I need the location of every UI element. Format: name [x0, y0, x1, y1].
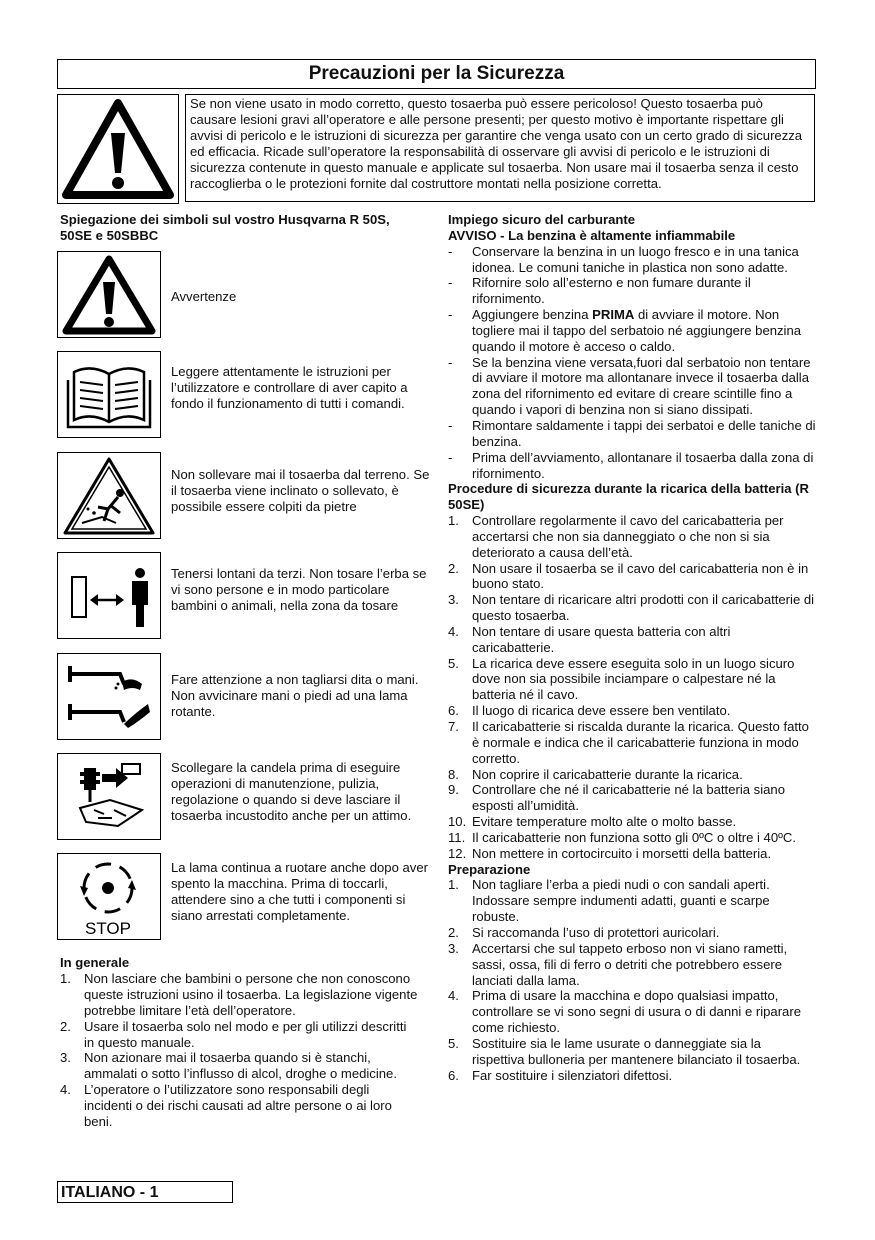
symbol-text: La lama continua a ruotare anche dopo aver spento la macchina. Prima di toccarli, attendere sino a che tutti i componenti si siano arrestati completamente. — [171, 860, 428, 923]
fuel-list — [448, 244, 816, 482]
symbol-text: Scollegare la candela prima di eseguire operazioni di manutenzione, pulizia, regolazione o quando si deve lasciare il tosaerba incustodito anche per un attimo. — [171, 760, 412, 823]
list-item-marker: 3. — [448, 940, 459, 956]
list-item — [448, 846, 816, 862]
list-item — [448, 624, 816, 656]
list-item-text: Controllare che né il caricabatterie né la batteria siano esposti all’umidità. — [472, 782, 785, 814]
list-item-text: La ricarica deve essere eseguita solo in un luogo sicuro dove non sia possibile inciampare o calpestare né la batteria né il cavo. — [472, 655, 795, 703]
symbol-text: Leggere attentamente le istruzioni per l’utilizzatore e controllare di aver capito a fondo il funzionamento di tutti i comandi. — [171, 364, 408, 411]
right-column — [448, 212, 816, 1083]
list-item-text: Non mettere in cortocircuito i morsetti della batteria. — [472, 845, 772, 861]
list-item-text: Evitare temperature molto alte o molto basse. — [472, 814, 737, 830]
list-item — [448, 1036, 816, 1068]
list-item — [60, 1050, 420, 1082]
list-item-text: Controllare regolarmente il cavo del caricabatteria per accertarsi che non sia danneggiato o che non si sia deteriorato a causa dell’età. — [472, 513, 784, 560]
list-item-text: L’operatore o l’utilizzatore sono responsabili degli incidenti o dei rischi causati ad altre persone o ai loro beni. — [84, 1082, 392, 1130]
symbol-text: Avvertenze — [171, 289, 237, 304]
list-item-text: Rimontare saldamente i tappi dei serbatoi e delle taniche di benzina. — [472, 417, 816, 449]
blade-cut-hazard-icon — [58, 654, 160, 739]
list-item-text: Il luogo di ricarica deve essere ben ventilato. — [472, 703, 731, 719]
list-item-text: Si raccomanda l’uso di protettori auricolari. — [472, 924, 720, 940]
list-item-marker: 6. — [448, 703, 459, 719]
in-generale-heading: In generale — [60, 955, 130, 970]
list-item-text: Non tagliare l’erba a piedi nudi o con sandali aperti. Indossare sempre indumenti adatti, guanti e scarpe robuste. — [472, 877, 770, 925]
battery-list — [448, 513, 816, 862]
list-item-marker: 4. — [448, 988, 459, 1004]
symbol-box — [57, 452, 161, 539]
list-item-marker: - — [448, 417, 453, 433]
symbol-text: Fare attenzione a non tagliarsi dita o mani. Non avvicinare mani o piedi ad una lama rotante. — [171, 672, 419, 719]
list-item-marker: - — [448, 354, 453, 370]
fuel-subheading: AVVISO - La benzina è altamente infiammabile — [448, 227, 736, 243]
page-footer: ITALIANO - 1 — [57, 1181, 233, 1203]
list-item — [448, 767, 816, 783]
list-item-marker: 8. — [448, 766, 459, 782]
list-item-marker: 2. — [448, 560, 459, 576]
list-item-text: Usare il tosaerba solo nel modo e per gli utilizzi descritti in questo manuale. — [84, 1018, 407, 1050]
list-item-text: Rifornire solo all’esterno e non fumare durante il rifornimento. — [472, 275, 751, 307]
list-item — [60, 971, 420, 1019]
list-item-text: Non tentare di usare questa batteria con altri caricabatterie. — [472, 623, 731, 655]
list-item — [448, 830, 816, 846]
list-item-marker: 7. — [448, 719, 459, 734]
list-item — [448, 782, 816, 814]
list-item — [448, 244, 816, 276]
list-item — [448, 307, 816, 355]
list-item — [448, 703, 816, 719]
left-column — [60, 212, 435, 1130]
list-item-marker: 1. — [448, 877, 459, 893]
list-item-text: Prima di usare la macchina e dopo qualsiasi impatto, controllare se vi sono segni di usura o di danni e riparare come richiesto. — [472, 988, 801, 1036]
warning-triangle-icon — [58, 252, 160, 337]
list-item-marker: 1. — [448, 513, 459, 529]
symbol-box — [57, 351, 161, 438]
stop-label: STOP — [85, 919, 131, 938]
keep-distance-icon — [58, 553, 160, 638]
list-item-text: Far sostituire i silenziatori difettosi. — [472, 1067, 673, 1083]
preparation-heading: Preparazione — [448, 861, 531, 877]
list-item-text: di avviare il motore. Non togliere mai il tappo del serbatoio né aggiungere benzina quando il motore è acceso o caldo. — [472, 307, 802, 354]
list-item — [448, 877, 816, 925]
list-item-text: Non lasciare che bambini o persone che non conoscono queste istruzioni usino il tosaerba. La legislazione vigente potrebbe limitare l’età dell’operatore. — [84, 970, 418, 1018]
list-item — [448, 561, 816, 593]
list-item-text: Il caricabatterie si riscalda durante la ricarica. Questo fatto è normale e indica che il caricabatterie funziona in modo corretto. — [472, 719, 809, 766]
list-item-marker: 2. — [60, 1018, 71, 1034]
thrown-object-warning-icon — [58, 453, 160, 538]
list-item-marker: - — [448, 307, 453, 323]
warning-triangle-icon — [58, 95, 178, 203]
list-item-marker: 4. — [448, 623, 459, 639]
intro-text: Se non viene usato in modo corretto, questo tosaerba può essere pericoloso! Questo tosaerba può causare lesioni gravi all’operatore e alle persone presenti; per questo motivo è importante rispettare gli avvisi di pericolo e le istruzioni di sicurezza per garantire che venga usato con un certo grado di sicurezza ed efficacia. Ricade sull’operatore la responsabilità di osservare gli avvisi di pericolo e le istruzioni di sicurezza contenute in questo manuale e applicate sul tosaerba. Non usare mai il tosaerba senza il cesto raccoglierba o le protezioni fornite dal costruttore montati nella posizione corretta. — [185, 94, 815, 202]
list-item — [448, 513, 816, 561]
list-item-marker: 4. — [60, 1082, 71, 1098]
page-title: Precauzioni per la Sicurezza — [57, 59, 816, 89]
symbols-heading: Spiegazione dei simboli sul vostro Husqvarna R 50S, 50SE e 50SBBC — [60, 212, 390, 243]
list-item — [448, 941, 816, 989]
preparation-list — [448, 877, 816, 1083]
intro-warning-box — [57, 94, 179, 204]
list-item-marker: - — [448, 243, 453, 259]
list-item — [448, 355, 816, 418]
list-item-marker: 3. — [60, 1050, 71, 1066]
list-item-text: Se la benzina viene versata,fuori dal serbatoio non tentare di avviare il motore ma allontanare invece il tosaerba dalla zona del rifornimento ed evitare di creare scintille fino a quando i vapori di benzina non si siano dissipati. — [472, 354, 811, 418]
list-item-marker: 5. — [448, 1035, 459, 1051]
list-item-marker: 1. — [60, 970, 71, 986]
list-item-text: Non tentare di ricaricare altri prodotti con il caricabatterie di questo tosaerba. — [472, 592, 815, 624]
list-item — [448, 1068, 816, 1084]
fuel-heading: Impiego sicuro del carburante — [448, 212, 635, 227]
list-item — [448, 592, 816, 624]
disconnect-spark-plug-icon — [58, 754, 160, 839]
symbol-box — [57, 753, 161, 840]
list-item-marker: - — [448, 449, 453, 465]
list-item-text: Aggiungere benzina — [472, 307, 593, 323]
symbol-box — [57, 853, 161, 940]
list-item-marker: 10. — [448, 814, 467, 830]
list-item-marker: 6. — [448, 1067, 459, 1083]
list-item-marker: 9. — [448, 782, 459, 798]
list-item-marker: 2. — [448, 924, 459, 940]
list-item — [448, 418, 816, 450]
list-item — [60, 1019, 420, 1051]
list-item-text: Sostituire sia le lame usurate o danneggiate sia la rispettiva bulloneria per mantenere bilanciato il tosaerba. — [472, 1035, 801, 1067]
list-item-text: Accertarsi che sul tappeto erboso non vi siano rametti, sassi, ossa, fili di ferro o detriti che potrebbero essere lanciati dalla lama. — [472, 940, 788, 988]
symbol-text: Tenersi lontani da terzi. Non tosare l’erba se vi sono persone e in modo particolare bambini o animali, nella zona da tosare — [171, 566, 427, 613]
blade-rotation-stop-icon — [58, 854, 160, 939]
list-item-marker: 12. — [448, 845, 467, 861]
list-item-marker: 3. — [448, 592, 459, 608]
list-item — [448, 719, 816, 767]
list-item — [60, 1082, 420, 1130]
list-item — [448, 275, 816, 307]
list-item-text: Prima dell’avviamento, allontanare il tosaerba dalla zona di rifornimento. — [472, 449, 814, 481]
list-item-emphasis: PRIMA — [592, 307, 635, 323]
battery-heading: Procedure di sicurezza durante la ricarica della batteria (R 50SE) — [448, 481, 809, 513]
in-generale-section — [60, 955, 420, 1130]
symbol-box — [57, 251, 161, 338]
symbol-box — [57, 552, 161, 639]
list-item-text: Non usare il tosaerba se il cavo del caricabatteria non è in buono stato. — [472, 560, 809, 592]
list-item-marker: 5. — [448, 655, 459, 671]
list-item — [448, 814, 816, 830]
symbol-box — [57, 653, 161, 740]
list-item-text: Conservare la benzina in un luogo fresco e in una tanica idonea. Le comuni taniche in plastica non sono adatte. — [472, 243, 799, 275]
in-generale-list — [60, 971, 420, 1130]
list-item-text: Il caricabatterie non funziona sotto gli 0ºC o oltre i 40ºC. — [472, 829, 796, 845]
list-item-marker: - — [448, 275, 453, 291]
symbol-text: Non sollevare mai il tosaerba dal terreno. Se il tosaerba viene inclinato o sollevato, è possibile essere colpiti da pietre — [171, 467, 430, 514]
list-item-text: Non coprire il caricabatterie durante la ricarica. — [472, 766, 743, 782]
list-item-marker: 11. — [448, 829, 466, 845]
list-item — [448, 656, 816, 704]
open-manual-icon — [58, 352, 160, 437]
list-item-text: Non azionare mai il tosaerba quando si è stanchi, ammalati o sotto l’influsso di alcol, droghe o medicine. — [84, 1050, 397, 1082]
list-item — [448, 925, 816, 941]
list-item — [448, 988, 816, 1036]
list-item — [448, 450, 816, 482]
